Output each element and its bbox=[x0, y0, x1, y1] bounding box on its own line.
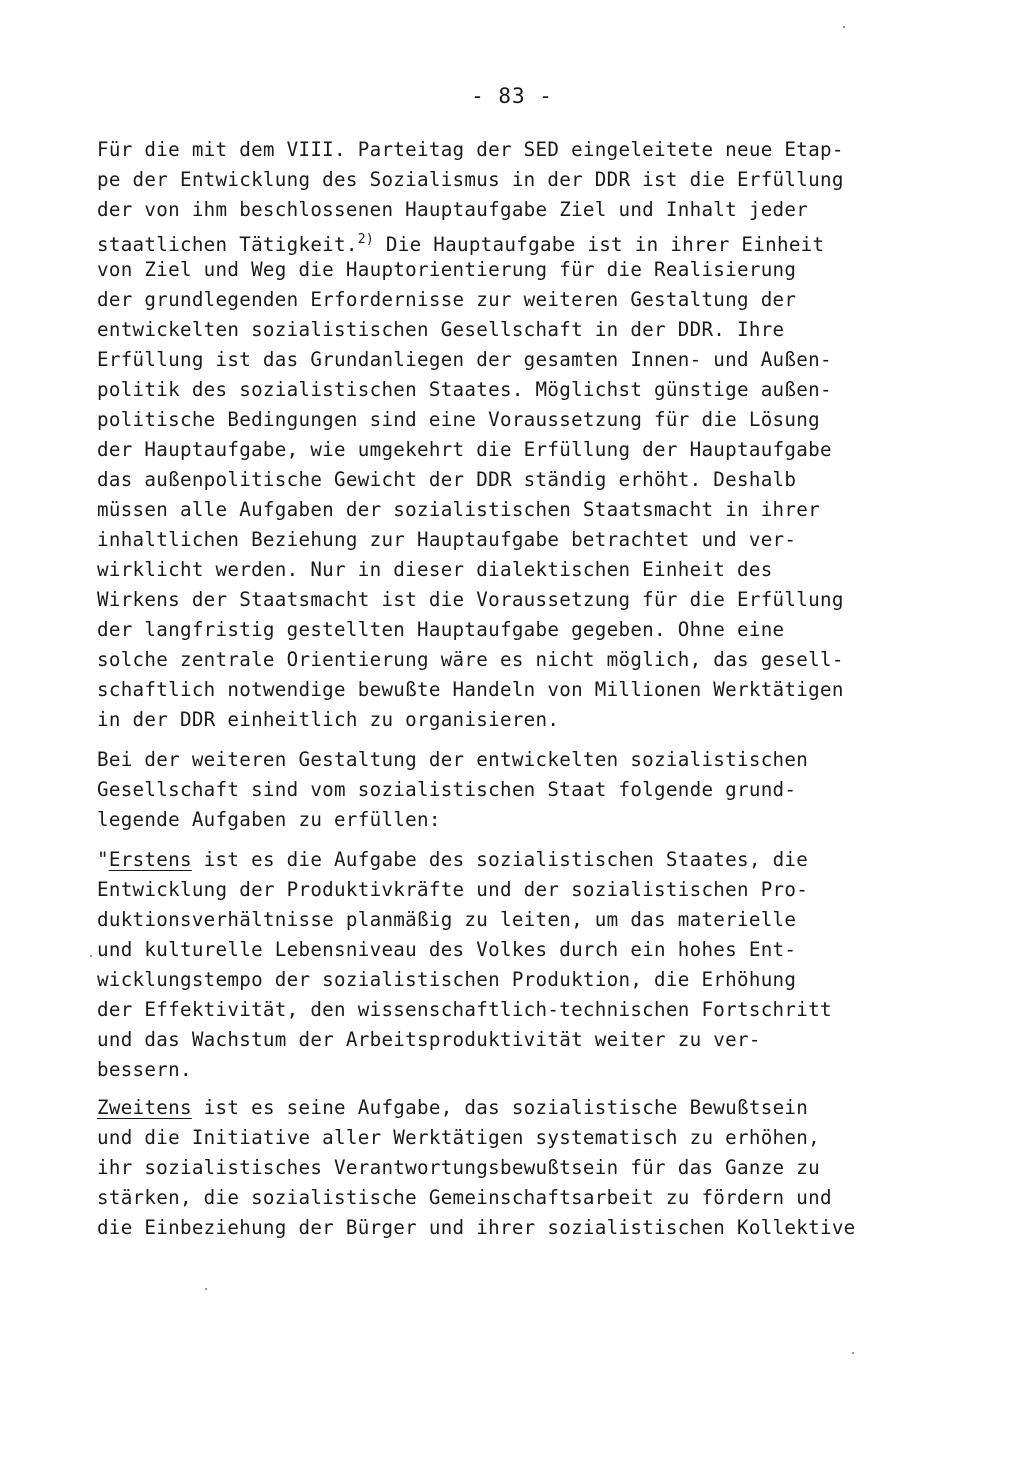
text-line: politische Bedingungen sind eine Voraussetzung für die Lösung bbox=[97, 408, 820, 431]
text-line: die Einbeziehung der Bürger und ihrer sozialistischen Kollektive bbox=[97, 1216, 856, 1239]
text-line: und die Initiative aller Werktätigen systematisch zu erhöhen, bbox=[97, 1126, 820, 1149]
text-line: entwickelten sozialistischen Gesellschaft in der DDR. Ihre bbox=[97, 318, 785, 341]
text-line: schaftlich notwendige bewußte Handeln von Millionen Werktätigen bbox=[97, 678, 844, 701]
text-line: inhaltlichen Beziehung zur Hauptaufgabe betrachtet und ver- bbox=[97, 528, 797, 551]
text-line: stärken, die sozialistische Gemeinschaftsarbeit zu fördern und bbox=[97, 1186, 832, 1209]
underlined-word: Erstens bbox=[108, 848, 192, 871]
scan-speck bbox=[852, 1352, 854, 1354]
text-segment: ist es die Aufgabe des sozialistischen Staates, die bbox=[191, 848, 809, 871]
text-segment: staatlichen Tätigkeit. bbox=[97, 233, 358, 256]
page-number: - 83 - bbox=[471, 84, 553, 108]
text-line: der von ihm beschlossenen Hauptaufgabe Ziel und Inhalt jeder bbox=[97, 198, 809, 221]
scan-speck bbox=[205, 1288, 207, 1290]
text-line: Bei der weiteren Gestaltung der entwickelten sozialistischen bbox=[97, 748, 809, 771]
text-line: duktionsverhältnisse planmäßig zu leiten, um das materielle bbox=[97, 908, 797, 931]
footnote-marker: 2) bbox=[357, 232, 375, 247]
text-line bbox=[97, 1093, 808, 1123]
text-line: und kulturelle Lebensniveau des Volkes durch ein hohes Ent- bbox=[97, 938, 797, 961]
text-line: solche zentrale Orientierung wäre es nicht möglich, das gesell- bbox=[97, 648, 844, 671]
text-line: das außenpolitische Gewicht der DDR ständig erhöht. Deshalb bbox=[97, 468, 797, 491]
text-line: legende Aufgaben zu erfüllen: bbox=[97, 808, 441, 831]
text-line: müssen alle Aufgaben der sozialistischen Staatsmacht in ihrer bbox=[97, 498, 820, 521]
text-line: pe der Entwicklung des Sozialismus in der DDR ist die Erfüllung bbox=[97, 168, 844, 191]
text-line: der grundlegenden Erfordernisse zur weiteren Gestaltung der bbox=[97, 288, 797, 311]
text-line: Erfüllung ist das Grundanliegen der gesamten Innen- und Außen- bbox=[97, 348, 832, 371]
text-line: der langfristig gestellten Hauptaufgabe gegeben. Ohne eine bbox=[97, 618, 785, 641]
text-line: wicklungstempo der sozialistischen Produktion, die Erhöhung bbox=[97, 968, 797, 991]
text-line: in der DDR einheitlich zu organisieren. bbox=[97, 708, 560, 731]
text-line: Wirkens der Staatsmacht ist die Voraussetzung für die Erfüllung bbox=[97, 588, 844, 611]
text-segment: Die Hauptaufgabe ist in ihrer Einheit bbox=[374, 233, 825, 256]
quote-mark: " bbox=[97, 848, 109, 871]
scan-speck bbox=[843, 26, 845, 28]
text-line: Entwicklung der Produktivkräfte und der sozialistischen Pro- bbox=[97, 878, 809, 901]
text-line: von Ziel und Weg die Hauptorientierung für die Realisierung bbox=[97, 258, 797, 281]
scan-speck bbox=[90, 955, 92, 957]
text-line: politik des sozialistischen Staates. Möglichst günstige außen- bbox=[97, 378, 832, 401]
text-segment: ist es seine Aufgabe, das sozialistische Bewußtsein bbox=[191, 1096, 809, 1119]
text-line: wirklicht werden. Nur in dieser dialektischen Einheit des bbox=[97, 558, 773, 581]
text-line: und das Wachstum der Arbeitsproduktivität weiter zu ver- bbox=[97, 1028, 761, 1051]
text-line: der Hauptaufgabe, wie umgekehrt die Erfüllung der Hauptaufgabe bbox=[97, 438, 832, 461]
underlined-word: Zweitens bbox=[97, 1096, 192, 1119]
text-line: bessern. bbox=[97, 1058, 192, 1081]
text-line: Gesellschaft sind vom sozialistischen Staat folgende grund- bbox=[97, 778, 797, 801]
text-line bbox=[97, 845, 808, 875]
text-line: ihr sozialistisches Verantwortungsbewußtsein für das Ganze zu bbox=[97, 1156, 820, 1179]
text-line: der Effektivität, den wissenschaftlich-technischen Fortschritt bbox=[97, 998, 832, 1021]
text-line: Für die mit dem VIII. Parteitag der SED eingeleitete neue Etap- bbox=[97, 138, 844, 161]
